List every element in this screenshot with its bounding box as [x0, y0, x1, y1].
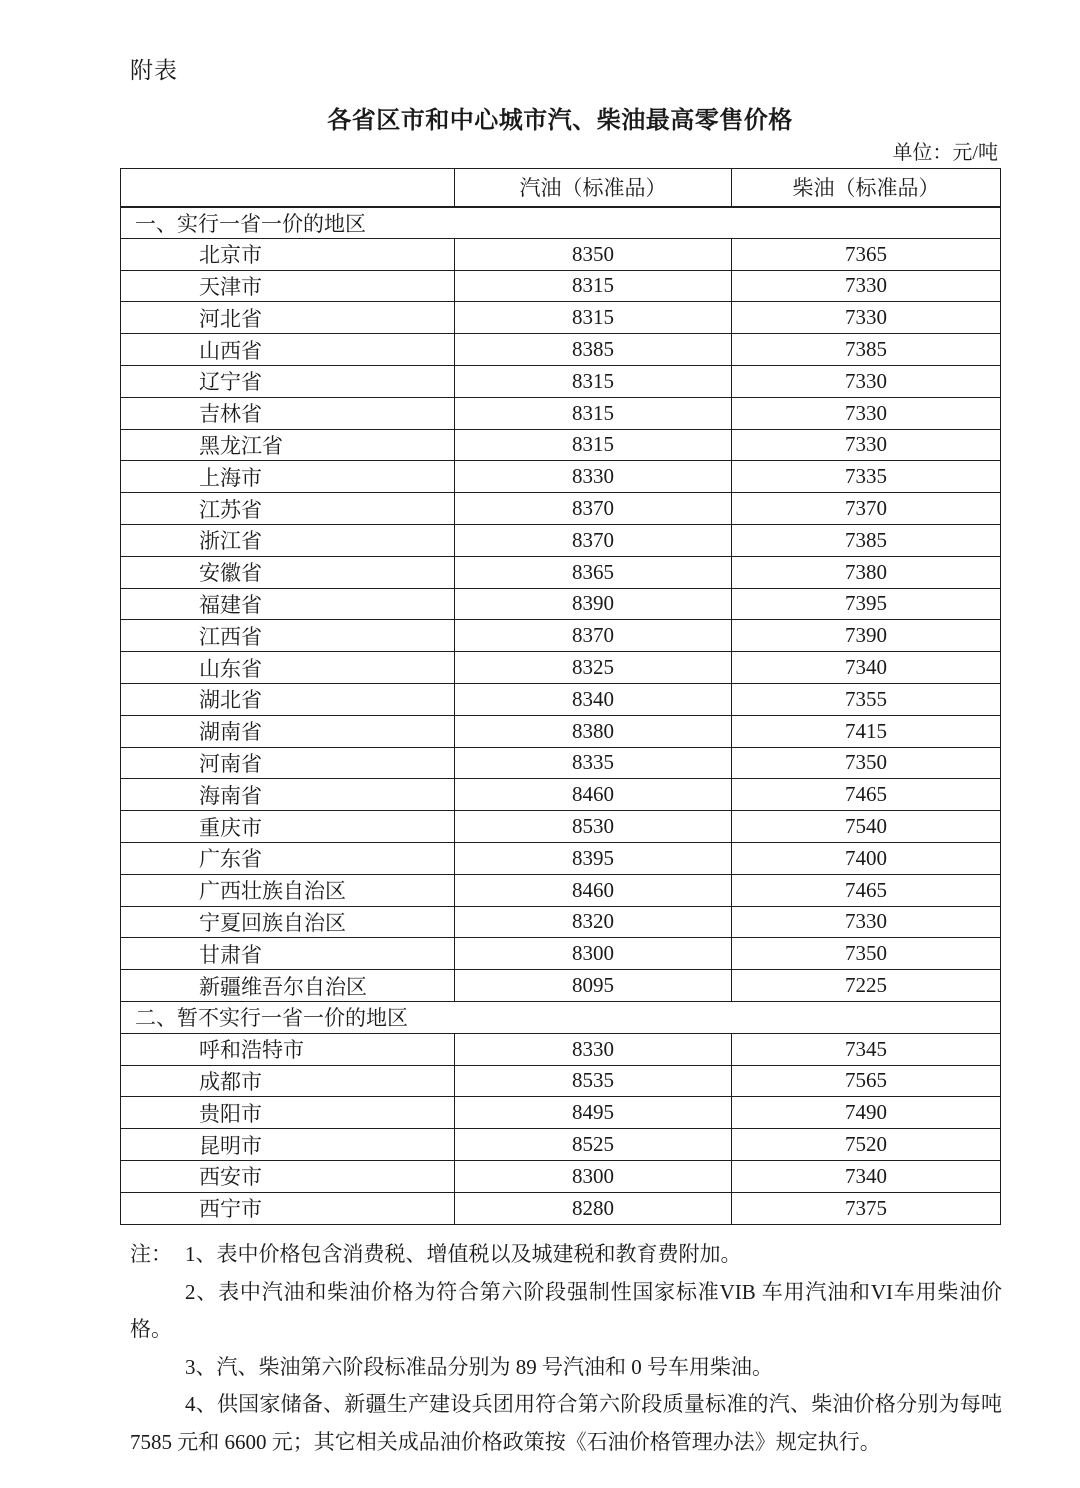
- region-cell: 上海市: [121, 461, 455, 493]
- diesel-price-cell: 7355: [732, 683, 1001, 715]
- table-row: [121, 1033, 1001, 1065]
- diesel-price-cell: 7225: [732, 970, 1001, 1002]
- table-row: [121, 874, 1001, 906]
- region-cell: 成都市: [121, 1065, 455, 1097]
- region-cell: 辽宁省: [121, 365, 455, 397]
- region-cell: 河南省: [121, 747, 455, 779]
- diesel-price-cell: 7385: [732, 334, 1001, 366]
- region-cell: 昆明市: [121, 1129, 455, 1161]
- column-header-region: [121, 169, 455, 207]
- table-row: [121, 842, 1001, 874]
- note-line-1: [130, 1236, 1002, 1274]
- gasoline-price-cell: 8495: [455, 1097, 732, 1129]
- table-row: [121, 1160, 1001, 1192]
- gasoline-price-cell: 8325: [455, 652, 732, 684]
- region-cell: 贵阳市: [121, 1097, 455, 1129]
- gasoline-price-cell: 8380: [455, 715, 732, 747]
- notes-section: [130, 1236, 1002, 1461]
- price-table: [120, 168, 1001, 1225]
- table-row: [121, 397, 1001, 429]
- table-row: [121, 365, 1001, 397]
- gasoline-price-cell: 8330: [455, 461, 732, 493]
- gasoline-price-cell: 8390: [455, 588, 732, 620]
- diesel-price-cell: 7490: [732, 1097, 1001, 1129]
- diesel-price-cell: 7370: [732, 493, 1001, 525]
- table-row: [121, 683, 1001, 715]
- region-cell: 安徽省: [121, 556, 455, 588]
- diesel-price-cell: 7330: [732, 429, 1001, 461]
- region-cell: 山东省: [121, 652, 455, 684]
- diesel-price-cell: 7330: [732, 365, 1001, 397]
- gasoline-price-cell: 8330: [455, 1033, 732, 1065]
- diesel-price-cell: 7340: [732, 1160, 1001, 1192]
- section-label: 一、实行一省一价的地区: [121, 207, 1001, 239]
- gasoline-price-cell: 8320: [455, 906, 732, 938]
- table-row: [121, 747, 1001, 779]
- table-header-row: [121, 169, 1001, 207]
- diesel-price-cell: 7520: [732, 1129, 1001, 1161]
- region-cell: 浙江省: [121, 524, 455, 556]
- table-section-row: [121, 1001, 1001, 1033]
- gasoline-price-cell: 8280: [455, 1192, 732, 1224]
- column-header-diesel: 柴油（标准品）: [732, 169, 1001, 207]
- table-row: [121, 1097, 1001, 1129]
- table-row: [121, 811, 1001, 843]
- diesel-price-cell: 7330: [732, 397, 1001, 429]
- diesel-price-cell: 7375: [732, 1192, 1001, 1224]
- diesel-price-cell: 7365: [732, 238, 1001, 270]
- unit-label: 单位：元/吨: [892, 142, 998, 164]
- table-row: [121, 238, 1001, 270]
- note-line-2: 2、表中汽油和柴油价格为符合第六阶段强制性国家标准VIB 车用汽油和VI车用柴油价格。: [130, 1279, 1002, 1341]
- note-text-1: 1、表中价格包含消费税、增值税以及城建税和教育费附加。: [185, 1242, 742, 1266]
- gasoline-price-cell: 8335: [455, 747, 732, 779]
- region-cell: 吉林省: [121, 397, 455, 429]
- gasoline-price-cell: 8300: [455, 938, 732, 970]
- region-cell: 新疆维吾尔自治区: [121, 970, 455, 1002]
- gasoline-price-cell: 8460: [455, 779, 732, 811]
- region-cell: 北京市: [121, 238, 455, 270]
- gasoline-price-cell: 8370: [455, 493, 732, 525]
- diesel-price-cell: 7385: [732, 524, 1001, 556]
- table-row: [121, 302, 1001, 334]
- gasoline-price-cell: 8535: [455, 1065, 732, 1097]
- diesel-price-cell: 7345: [732, 1033, 1001, 1065]
- diesel-price-cell: 7465: [732, 779, 1001, 811]
- table-row: [121, 906, 1001, 938]
- note-line-4: 4、供国家储备、新疆生产建设兵团用符合第六阶段质量标准的汽、柴油价格分别为每吨 7585 元和 6600 元；其它相关成品油价格政策按《石油价格管理办法》规定执行。: [130, 1392, 1002, 1454]
- appendix-label: 附表: [130, 58, 178, 83]
- table-row: [121, 715, 1001, 747]
- table-row: [121, 1129, 1001, 1161]
- gasoline-price-cell: 8315: [455, 429, 732, 461]
- gasoline-price-cell: 8315: [455, 365, 732, 397]
- table-row: [121, 588, 1001, 620]
- gasoline-price-cell: 8315: [455, 270, 732, 302]
- table-row: [121, 1192, 1001, 1224]
- diesel-price-cell: 7350: [732, 938, 1001, 970]
- region-cell: 黑龙江省: [121, 429, 455, 461]
- gasoline-price-cell: 8350: [455, 238, 732, 270]
- diesel-price-cell: 7400: [732, 842, 1001, 874]
- diesel-price-cell: 7330: [732, 302, 1001, 334]
- gasoline-price-cell: 8365: [455, 556, 732, 588]
- gasoline-price-cell: 8525: [455, 1129, 732, 1161]
- section-label: 二、暂不实行一省一价的地区: [121, 1001, 1001, 1033]
- notes-prefix-label: 注：: [130, 1242, 172, 1266]
- gasoline-price-cell: 8340: [455, 683, 732, 715]
- diesel-price-cell: 7330: [732, 270, 1001, 302]
- diesel-price-cell: 7340: [732, 652, 1001, 684]
- diesel-price-cell: 7330: [732, 906, 1001, 938]
- gasoline-price-cell: 8395: [455, 842, 732, 874]
- diesel-price-cell: 7335: [732, 461, 1001, 493]
- region-cell: 福建省: [121, 588, 455, 620]
- page-title: 各省区市和中心城市汽、柴油最高零售价格: [327, 107, 793, 134]
- region-cell: 江西省: [121, 620, 455, 652]
- diesel-price-cell: 7540: [732, 811, 1001, 843]
- diesel-price-cell: 7380: [732, 556, 1001, 588]
- region-cell: 广西壮族自治区: [121, 874, 455, 906]
- region-cell: 湖南省: [121, 715, 455, 747]
- region-cell: 宁夏回族自治区: [121, 906, 455, 938]
- table-row: [121, 556, 1001, 588]
- diesel-price-cell: 7415: [732, 715, 1001, 747]
- table-row: [121, 270, 1001, 302]
- region-cell: 重庆市: [121, 811, 455, 843]
- table-row: [121, 652, 1001, 684]
- region-cell: 湖北省: [121, 683, 455, 715]
- table-section-row: [121, 207, 1001, 239]
- note-line-3: 3、汽、柴油第六阶段标准品分别为 89 号汽油和 0 号车用柴油。: [185, 1354, 773, 1379]
- gasoline-price-cell: 8300: [455, 1160, 732, 1192]
- region-cell: 天津市: [121, 270, 455, 302]
- table-row: [121, 429, 1001, 461]
- table-row: [121, 938, 1001, 970]
- diesel-price-cell: 7565: [732, 1065, 1001, 1097]
- gasoline-price-cell: 8385: [455, 334, 732, 366]
- table-row: [121, 620, 1001, 652]
- region-cell: 呼和浩特市: [121, 1033, 455, 1065]
- table-row: [121, 493, 1001, 525]
- table-row: [121, 1065, 1001, 1097]
- diesel-price-cell: 7350: [732, 747, 1001, 779]
- gasoline-price-cell: 8370: [455, 524, 732, 556]
- table-row: [121, 524, 1001, 556]
- gasoline-price-cell: 8315: [455, 302, 732, 334]
- table-row: [121, 779, 1001, 811]
- region-cell: 广东省: [121, 842, 455, 874]
- gasoline-price-cell: 8315: [455, 397, 732, 429]
- diesel-price-cell: 7465: [732, 874, 1001, 906]
- gasoline-price-cell: 8095: [455, 970, 732, 1002]
- region-cell: 甘肃省: [121, 938, 455, 970]
- region-cell: 海南省: [121, 779, 455, 811]
- region-cell: 山西省: [121, 334, 455, 366]
- table-row: [121, 970, 1001, 1002]
- table-row: [121, 334, 1001, 366]
- column-header-gasoline: 汽油（标准品）: [455, 169, 732, 207]
- gasoline-price-cell: 8370: [455, 620, 732, 652]
- region-cell: 河北省: [121, 302, 455, 334]
- gasoline-price-cell: 8530: [455, 811, 732, 843]
- gasoline-price-cell: 8460: [455, 874, 732, 906]
- table-row: [121, 461, 1001, 493]
- region-cell: 西宁市: [121, 1192, 455, 1224]
- region-cell: 西安市: [121, 1160, 455, 1192]
- diesel-price-cell: 7390: [732, 620, 1001, 652]
- diesel-price-cell: 7395: [732, 588, 1001, 620]
- region-cell: 江苏省: [121, 493, 455, 525]
